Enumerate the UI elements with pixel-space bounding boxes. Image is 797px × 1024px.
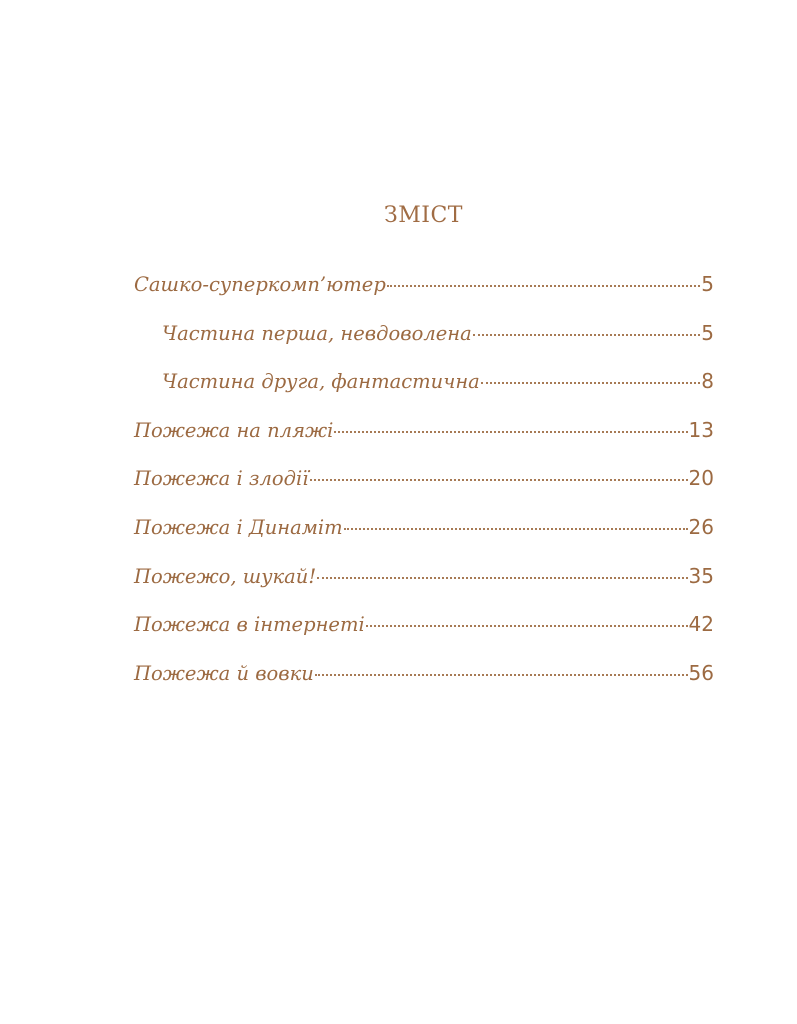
toc-entry-page: 8 — [701, 369, 714, 394]
toc-entry-label: Пожежа й вовки — [134, 661, 314, 685]
toc-entry-page: 42 — [688, 612, 714, 637]
toc-entry — [134, 515, 714, 564]
toc-entry-label: Пожежа і Динаміт — [134, 515, 343, 539]
toc-entry-label: Пожежо, шукай! — [134, 564, 317, 588]
toc-entry-page: 20 — [688, 466, 714, 491]
toc-entry-label: Сашко-суперкомп’ютер — [134, 273, 386, 296]
dot-leader — [366, 625, 688, 627]
toc-entry — [134, 564, 714, 613]
toc-entry-label: Частина перша, невдоволена — [162, 321, 472, 345]
dot-leader — [334, 431, 687, 433]
toc-entry-page: 13 — [688, 417, 714, 442]
toc-entry-page: 26 — [688, 514, 714, 539]
toc-subentry — [134, 321, 714, 370]
dot-leader — [481, 382, 700, 384]
contents-title: ЗМІСТ — [384, 203, 463, 228]
dot-leader — [317, 577, 687, 579]
dot-leader — [344, 528, 688, 530]
toc-entry-page: 5 — [701, 272, 714, 296]
toc-entry-page: 56 — [688, 660, 714, 685]
toc-entry-label: Пожежа в інтернеті — [134, 613, 365, 637]
dot-leader — [473, 334, 701, 336]
toc-entry — [134, 418, 714, 467]
dot-leader — [387, 285, 700, 287]
toc-entry-label: Частина друга, фантастична — [162, 370, 480, 394]
toc-entry — [134, 466, 714, 515]
toc-entry-page: 35 — [688, 563, 714, 588]
dot-leader — [310, 479, 688, 481]
toc-entry — [134, 661, 714, 710]
toc-entry-page: 5 — [701, 320, 714, 345]
toc-subentry — [134, 369, 714, 418]
dot-leader — [315, 674, 688, 676]
toc-entry — [134, 612, 714, 661]
toc-entry — [134, 272, 714, 321]
table-of-contents — [134, 272, 714, 709]
toc-entry-label: Пожежа на пляжі — [134, 418, 334, 442]
toc-entry-label: Пожежа і злодії — [134, 467, 309, 491]
